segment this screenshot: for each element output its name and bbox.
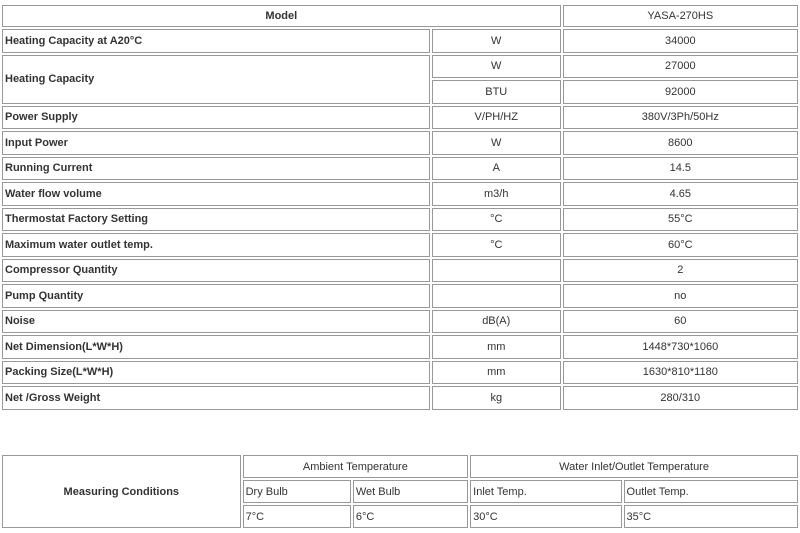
spec-value: no xyxy=(563,284,798,308)
spec-value: 34000 xyxy=(563,29,798,53)
spec-label: Water flow volume xyxy=(2,182,430,206)
spec-label: Thermostat Factory Setting xyxy=(2,208,430,232)
spec-unit xyxy=(432,259,561,283)
table-row xyxy=(2,182,798,206)
spec-label: Maximum water outlet temp. xyxy=(2,233,430,257)
table-row xyxy=(2,208,798,232)
table-row xyxy=(2,259,798,283)
table-row xyxy=(2,55,798,79)
dry-bulb-label: Dry Bulb xyxy=(243,480,351,503)
table-row xyxy=(2,131,798,155)
table-row xyxy=(2,157,798,181)
spec-value: 1448*730*1060 xyxy=(563,335,798,359)
table-row xyxy=(2,29,798,53)
spec-unit: W xyxy=(432,131,561,155)
spec-unit: mm xyxy=(432,361,561,385)
table-row xyxy=(2,386,798,410)
spec-unit xyxy=(432,284,561,308)
spec-label: Input Power xyxy=(2,131,430,155)
model-value: YASA-270HS xyxy=(563,5,798,27)
spec-unit: kg xyxy=(432,386,561,410)
spec-value: 380V/3Ph/50Hz xyxy=(563,106,798,130)
spec-value: 60°C xyxy=(563,233,798,257)
spec-label: Net /Gross Weight xyxy=(2,386,430,410)
table-row xyxy=(2,106,798,130)
spec-value: 92000 xyxy=(563,80,798,104)
table-row xyxy=(2,455,798,478)
spec-unit: °C xyxy=(432,208,561,232)
model-label: Model xyxy=(2,5,561,27)
spec-value: 55°C xyxy=(563,208,798,232)
spec-value: 8600 xyxy=(563,131,798,155)
spec-label: Heating Capacity xyxy=(2,55,430,104)
measuring-conditions-table xyxy=(0,453,800,530)
table-row xyxy=(2,361,798,385)
inlet-temp-value: 30°C xyxy=(470,505,621,528)
table-row xyxy=(2,335,798,359)
table-row xyxy=(2,310,798,334)
outlet-temp-value: 35°C xyxy=(624,505,798,528)
spec-unit: A xyxy=(432,157,561,181)
measuring-conditions-label: Measuring Conditions xyxy=(2,455,241,528)
spec-label: Running Current xyxy=(2,157,430,181)
water-temperature-header: Water Inlet/Outlet Temperature xyxy=(470,455,798,478)
spec-unit: °C xyxy=(432,233,561,257)
spec-label: Heating Capacity at A20°C xyxy=(2,29,430,53)
table-row xyxy=(2,233,798,257)
spec-value: 27000 xyxy=(563,55,798,79)
table-row xyxy=(2,284,798,308)
spec-unit: dB(A) xyxy=(432,310,561,334)
spec-unit: W xyxy=(432,29,561,53)
spec-unit: m3/h xyxy=(432,182,561,206)
spec-value: 14.5 xyxy=(563,157,798,181)
spec-value: 2 xyxy=(563,259,798,283)
dry-bulb-value: 7°C xyxy=(243,505,351,528)
specification-table xyxy=(0,3,800,412)
wet-bulb-value: 6°C xyxy=(353,505,468,528)
inlet-temp-label: Inlet Temp. xyxy=(470,480,621,503)
spec-value: 280/310 xyxy=(563,386,798,410)
spec-unit: V/PH/HZ xyxy=(432,106,561,130)
spec-unit: W xyxy=(432,55,561,79)
spec-unit: mm xyxy=(432,335,561,359)
ambient-temperature-header: Ambient Temperature xyxy=(243,455,469,478)
spec-value: 60 xyxy=(563,310,798,334)
spec-label: Packing Size(L*W*H) xyxy=(2,361,430,385)
spec-label: Power Supply xyxy=(2,106,430,130)
outlet-temp-label: Outlet Temp. xyxy=(624,480,798,503)
spec-label: Net Dimension(L*W*H) xyxy=(2,335,430,359)
wet-bulb-label: Wet Bulb xyxy=(353,480,468,503)
spec-value: 4.65 xyxy=(563,182,798,206)
spec-value: 1630*810*1180 xyxy=(563,361,798,385)
spec-label: Pump Quantity xyxy=(2,284,430,308)
table-row xyxy=(2,5,798,27)
spec-label: Noise xyxy=(2,310,430,334)
spec-label: Compressor Quantity xyxy=(2,259,430,283)
spec-unit: BTU xyxy=(432,80,561,104)
